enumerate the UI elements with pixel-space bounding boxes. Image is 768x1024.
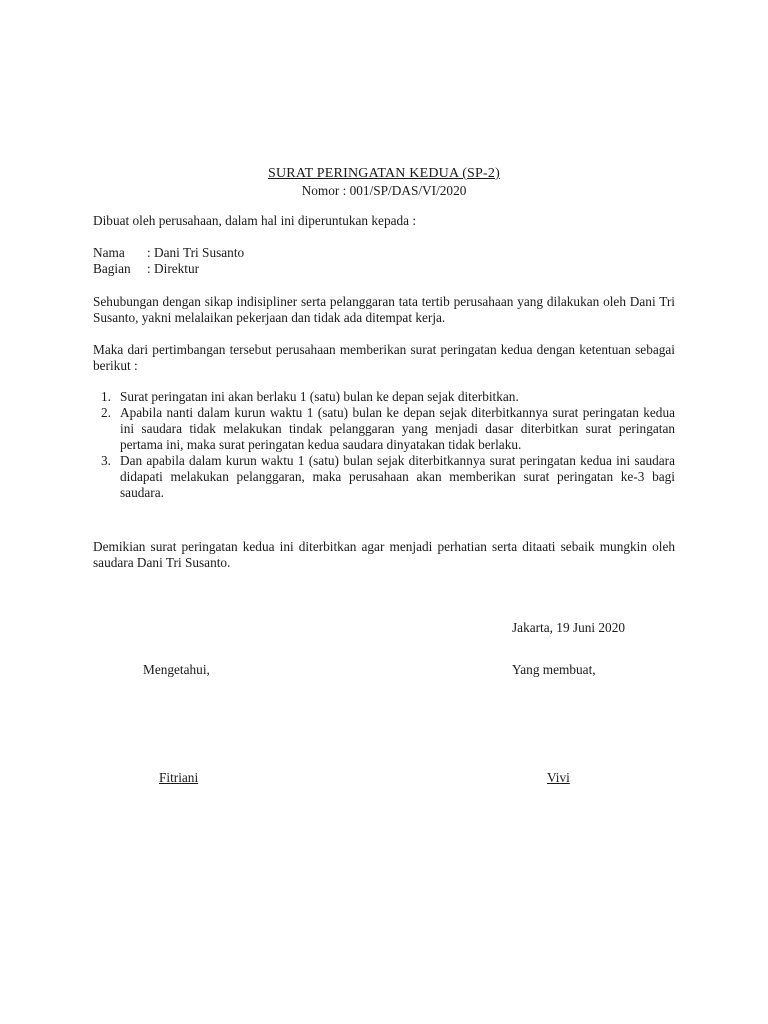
list-item xyxy=(93,453,675,501)
made-by-signatory-name: Vivi xyxy=(547,770,570,785)
recipient-info xyxy=(93,245,675,277)
list-item-text: Dan apabila dalam kurun waktu 1 (satu) bulan sejak diterbitkannya surat peringatan kedua ini saudara didapati melakukan pelanggaran, maka perusahaan akan memberikan surat peringatan ke-3 bagi saudara. xyxy=(120,453,675,500)
terms-list xyxy=(93,389,675,501)
place-date: Jakarta, 19 Juni 2020 xyxy=(512,620,626,635)
paragraph-violation: Sehubungan dengan sikap indisipliner serta pelanggaran tata tertib perusahaan yang dilakukan oleh Dani Tri Susanto, yakni melalaikan pekerjaan dan tidak ada ditempat kerja. xyxy=(93,294,675,325)
recipient-division-row xyxy=(93,261,675,277)
acknowledged-signatory-name: Fitriani xyxy=(159,770,199,785)
list-item-number: 3. xyxy=(101,453,111,468)
division-label: Bagian xyxy=(93,261,131,276)
made-by-label: Yang membuat, xyxy=(512,662,596,677)
list-item-number: 1. xyxy=(101,389,111,404)
list-item-number: 2. xyxy=(101,405,111,420)
acknowledged-label: Mengetahui, xyxy=(143,662,210,677)
list-item xyxy=(93,389,675,405)
name-label: Nama xyxy=(93,245,125,260)
list-item-text: Apabila nanti dalam kurun waktu 1 (satu) bulan ke depan sejak diterbitkannya surat peringatan kedua ini saudara tidak melakukan tindak pelanggaran yang menjadi dasar diterbitkan surat peringatan pertama ini, maka surat peringatan kedua saudara dinyatakan tidak berlaku. xyxy=(120,405,675,452)
division-value: : Direktur xyxy=(147,261,200,276)
paragraph-consideration: Maka dari pertimbangan tersebut perusahaan memberikan surat peringatan kedua dengan ketentuan sebagai berikut : xyxy=(93,342,675,373)
recipient-name-row xyxy=(93,245,675,261)
letter-title: SURAT PERINGATAN KEDUA (SP-2) xyxy=(268,166,500,181)
intro-text: Dibuat oleh perusahaan, dalam hal ini diperuntukan kepada : xyxy=(93,213,417,228)
closing-paragraph: Demikian surat peringatan kedua ini diterbitkan agar menjadi perhatian serta ditaati sebaik mungkin oleh saudara Dani Tri Susanto. xyxy=(93,539,675,570)
list-item-text: Surat peringatan ini akan berlaku 1 (satu) bulan ke depan sejak diterbitkan. xyxy=(120,389,519,404)
letter-number: Nomor : 001/SP/DAS/VI/2020 xyxy=(301,183,467,198)
name-value: : Dani Tri Susanto xyxy=(147,245,245,260)
list-item xyxy=(93,405,675,453)
